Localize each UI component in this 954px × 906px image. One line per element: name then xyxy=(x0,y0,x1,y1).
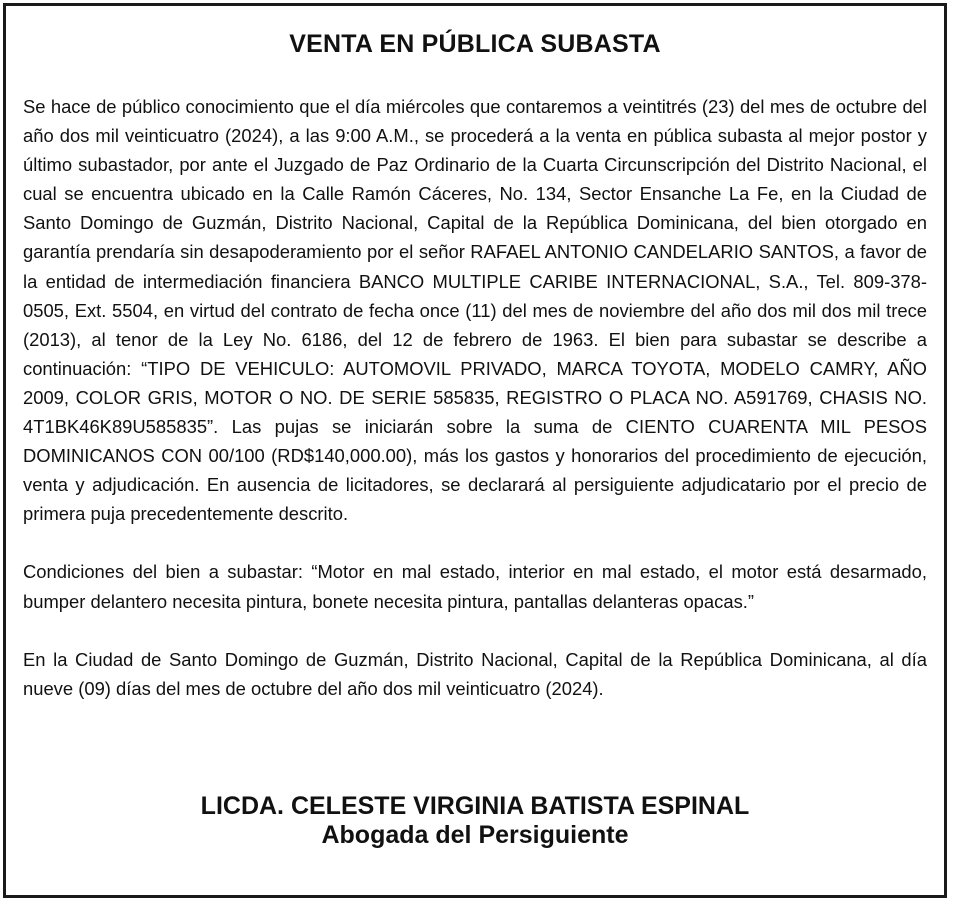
notice-body xyxy=(23,92,927,732)
legal-notice xyxy=(3,3,947,898)
notice-title: VENTA EN PÚBLICA SUBASTA xyxy=(289,30,661,58)
paragraph-conditions: Condiciones del bien a subastar: “Motor en mal estado, interior en mal estado, el motor está desarmado, bumper delantero necesita pintura, bonete necesita pintura, pantallas delanteras opacas.” xyxy=(23,561,927,612)
signatory-role: Abogada del Persiguiente xyxy=(321,821,629,849)
signature-block xyxy=(6,792,944,850)
paragraph-date-place: En la Ciudad de Santo Domingo de Guzmán, Distrito Nacional, Capital de la República Dominicana, al día nueve (09) días del mes de octubre del año dos mil veinticuatro (2024). xyxy=(23,648,927,699)
signatory-name: LICDA. CELESTE VIRGINIA BATISTA ESPINAL xyxy=(200,792,750,820)
paragraph-auction-details: Se hace de público conocimiento que el día miércoles que contaremos a veintitrés (23) del mes de octubre del año dos mil veinticuatro (2024), a las 9:00 A.M., se procederá a la venta en pública subasta al mejor postor y último subastador, por ante el Juzgado de Paz Ordinario de la Cuarta Circunscripción del Distrito Nacional, el cual se encuentra ubicado en la Calle Ramón Cáceres, No. 134, Sector Ensanche La Fe, en la Ciudad de Santo Domingo de Guzmán, Distrito Nacional, Capital de la República Dominicana, del bien otorgado en garantía prendaría sin desapoderamiento por el señor RAFAEL ANTONIO CANDELARIO SANTOS, a favor de la entidad de intermediación financiera BANCO MULTIPLE CARIBE INTERNACIONAL, S.A., Tel. 809-378-0505, Ext. 5504, en virtud del contrato de fecha once (11) del mes de noviembre del año dos mil dos mil trece (2013), al tenor de la Ley No. 6186, del 12 de febrero de 1963. El bien para subastar se describe a continuación: “TIPO DE VEHICULO: AUTOMOVIL PRIVADO, MARCA TOYOTA, MODELO CAMRY, AÑO 2009, COLOR GRIS, MOTOR O NO. DE SERIE 585835, REGISTRO O PLACA NO. A591769, CHASIS NO. 4T1BK46K89U585835”. Las pujas se iniciarán sobre la suma de CIENTO CUARENTA MIL PESOS DOMINICANOS CON 00/100 (RD$140,000.00), más los gastos y honorarios del procedimiento de ejecución, venta y adjudicación. En ausencia de licitadores, se declarará al persiguiente adjudicatario por el precio de primera puja precedentemente descrito. xyxy=(23,96,927,525)
